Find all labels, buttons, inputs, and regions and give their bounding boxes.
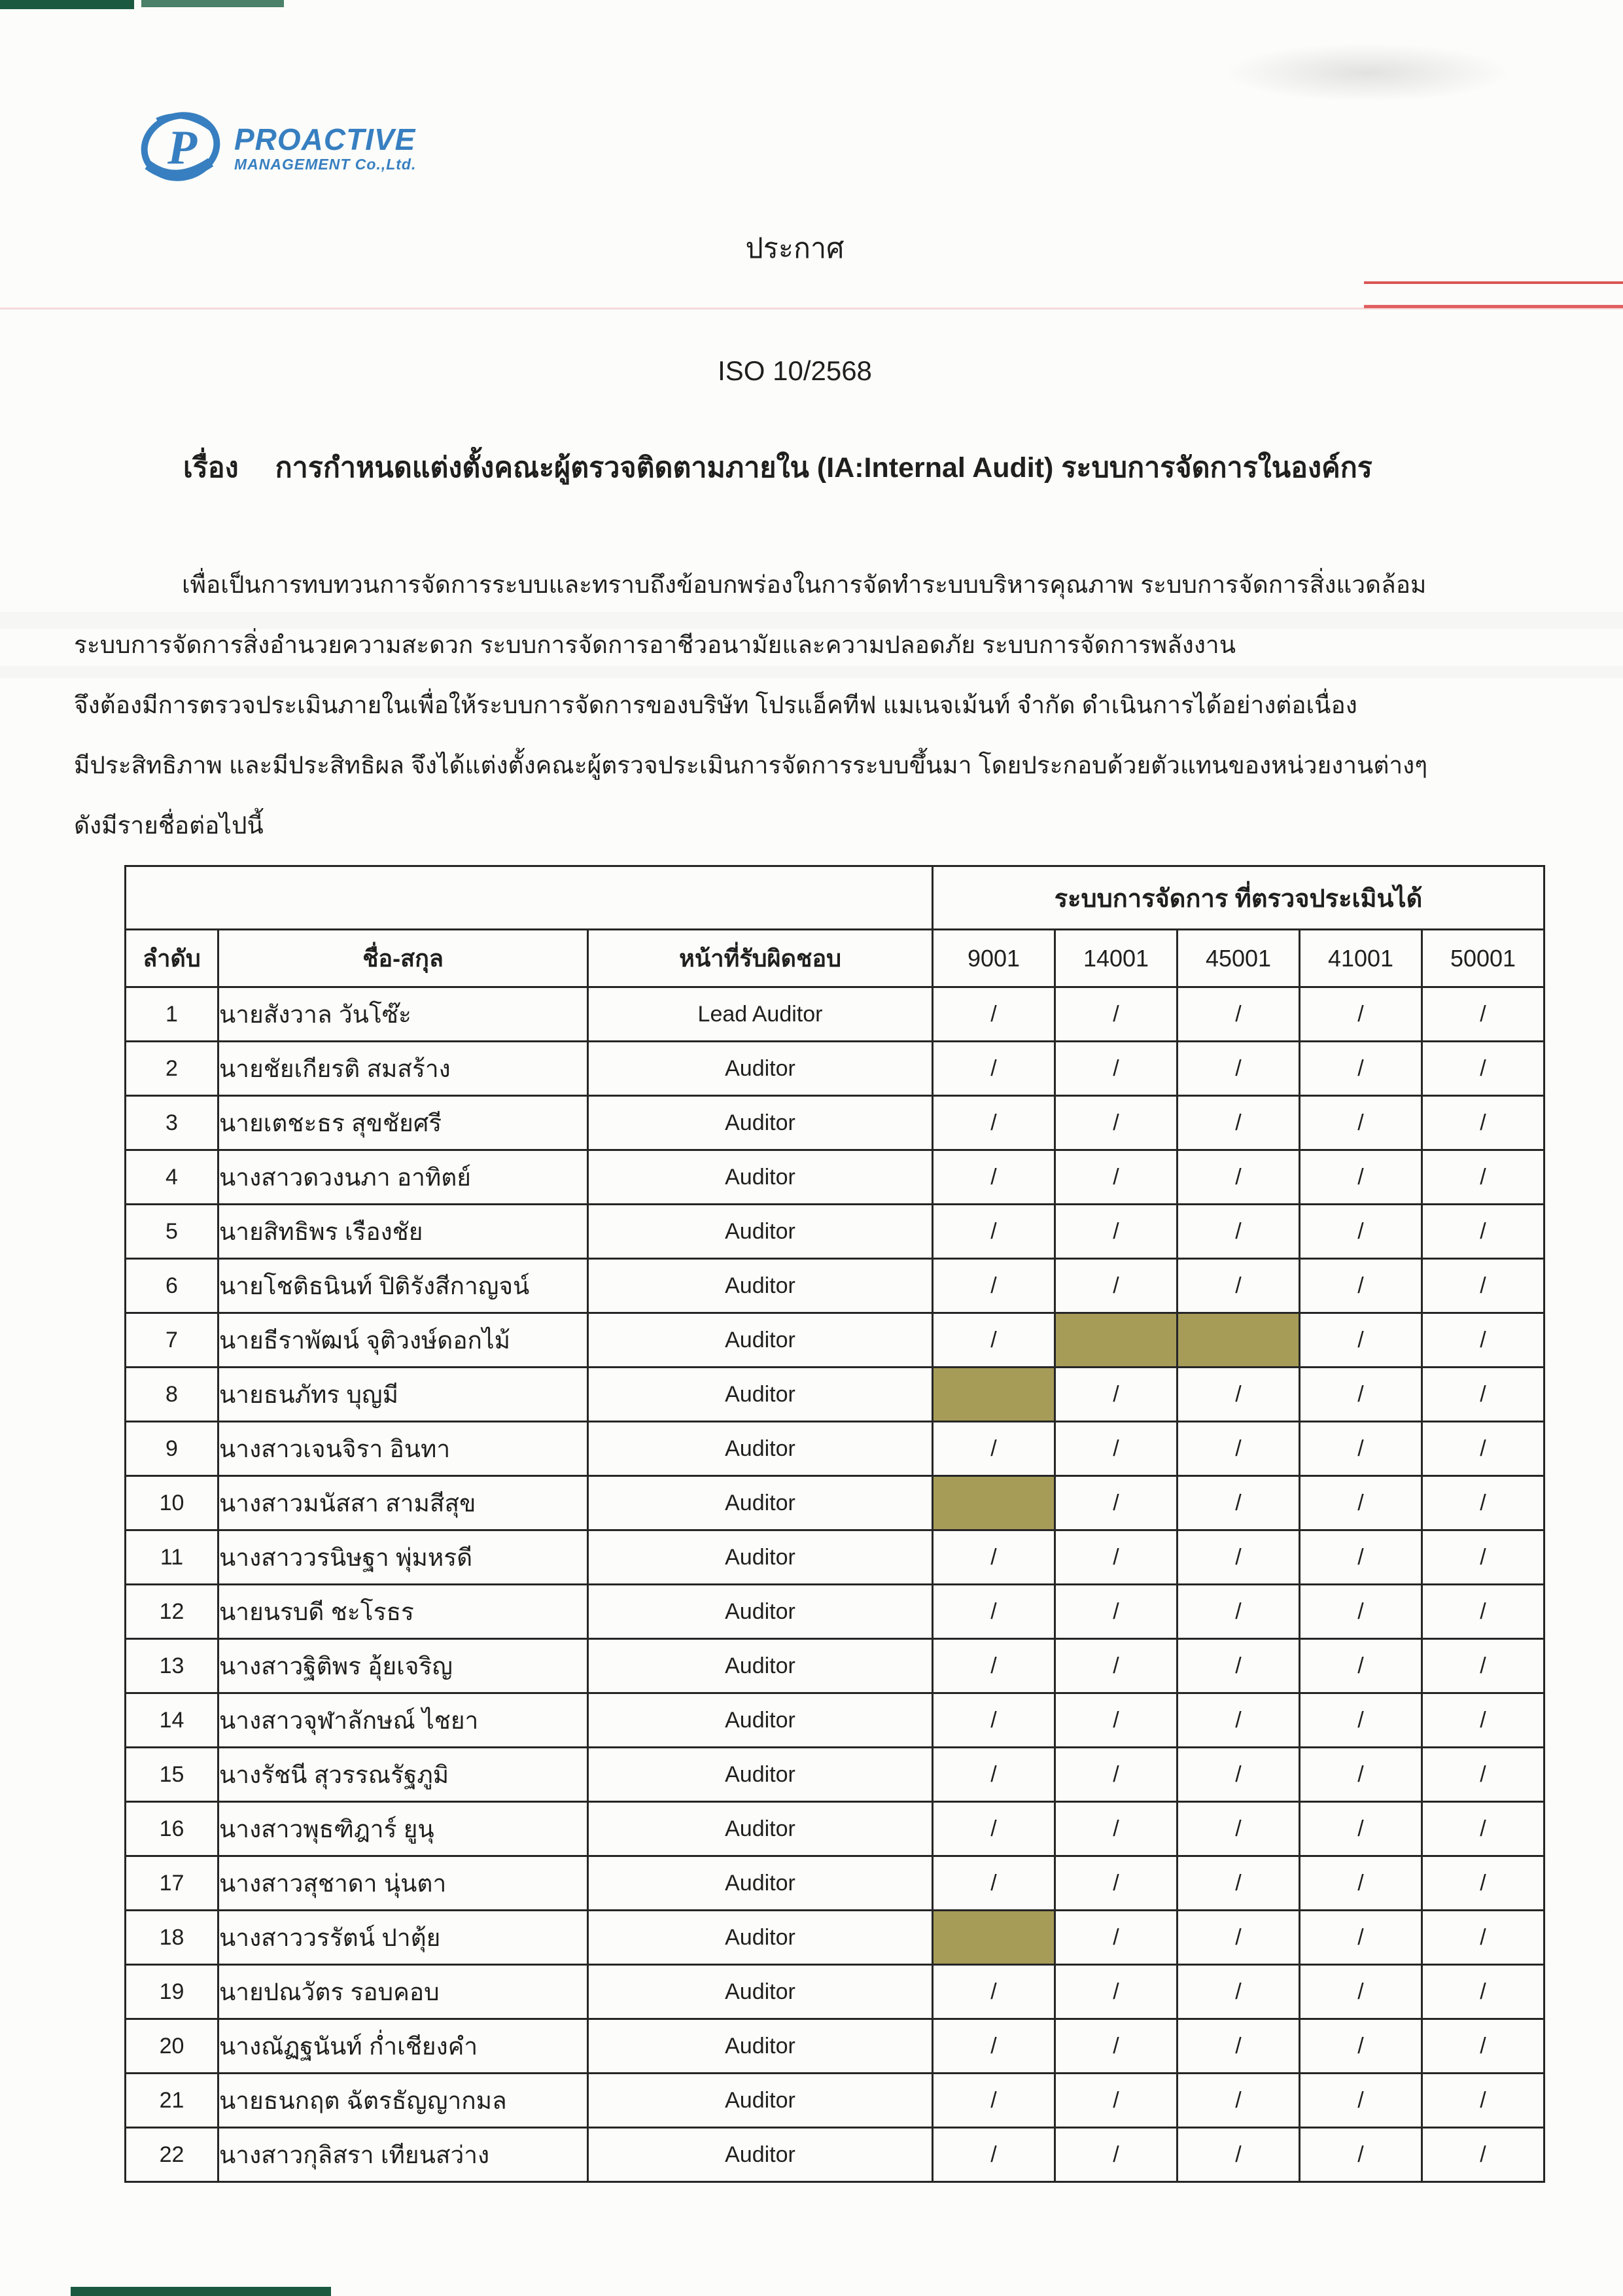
mark-cell-9001: /: [933, 1693, 1055, 1748]
mark-cell-45001: /: [1178, 1205, 1300, 1259]
row-number-cell: 8: [126, 1368, 218, 1422]
mark-cell-14001: /: [1055, 1530, 1178, 1585]
row-number-cell: 14: [126, 1693, 218, 1748]
mark-cell-14001: [1055, 1313, 1178, 1368]
mark-cell-14001: /: [1055, 1042, 1178, 1096]
mark-cell-9001: /: [933, 1748, 1055, 1802]
mark-cell-45001: /: [1178, 1042, 1300, 1096]
mark-cell-50001: /: [1422, 1042, 1544, 1096]
table-row: [126, 1150, 1544, 1205]
mark-cell-41001: /: [1300, 1693, 1422, 1748]
name-cell: นางสาวจุฬาลักษณ์ ไชยา: [218, 1693, 588, 1748]
auditor-table: [124, 865, 1545, 2183]
page-title: ประกาศ: [745, 233, 845, 264]
column-header-8: 50001: [1422, 930, 1544, 987]
mark-cell-41001: /: [1300, 1205, 1422, 1259]
subject-text: การกำหนดแต่งตั้งคณะผู้ตรวจติดตามภายใน (IA:Internal Audit) ระบบการจัดการในองค์กร: [275, 452, 1372, 484]
role-cell: Auditor: [588, 1856, 933, 1911]
row-number-cell: 15: [126, 1748, 218, 1802]
mark-cell-50001: /: [1422, 1585, 1544, 1639]
mark-cell-41001: /: [1300, 2128, 1422, 2182]
scan-artifact-green-strip-top-left: [0, 0, 134, 9]
mark-cell-41001: /: [1300, 1368, 1422, 1422]
row-number-cell: 12: [126, 1585, 218, 1639]
mark-cell-45001: /: [1178, 1150, 1300, 1205]
mark-cell-50001: /: [1422, 1313, 1544, 1368]
table-row: [126, 2128, 1544, 2182]
mark-cell-45001: /: [1178, 1748, 1300, 1802]
scan-artifact-red-line-faint: [0, 308, 1623, 309]
table-row: [126, 1911, 1544, 1965]
table-row: [126, 1802, 1544, 1856]
name-cell: นายปณวัตร รอบคอบ: [218, 1965, 588, 2019]
name-cell: นายธีราพัฒน์ จุติวงษ์ดอกไม้: [218, 1313, 588, 1368]
mark-cell-9001: /: [933, 1313, 1055, 1368]
mark-cell-41001: /: [1300, 1042, 1422, 1096]
table-row: [126, 1856, 1544, 1911]
name-cell: นางสาวเจนจิรา อินทา: [218, 1422, 588, 1476]
mark-cell-9001: /: [933, 1042, 1055, 1096]
mark-cell-14001: /: [1055, 2128, 1178, 2182]
mark-cell-9001: /: [933, 1585, 1055, 1639]
mark-cell-9001: /: [933, 1802, 1055, 1856]
table-row: [126, 1693, 1544, 1748]
body-paragraph: [74, 555, 1598, 856]
name-cell: นางสาวกุลิสรา เทียนสว่าง: [218, 2128, 588, 2182]
mark-cell-45001: /: [1178, 2074, 1300, 2128]
mark-cell-41001: /: [1300, 2074, 1422, 2128]
body-line: จึงต้องมีการตรวจประเมินภายในเพื่อให้ระบบการจัดการของบริษัท โปรแอ็คทีฟ แมเนจเม้นท์ จำกัด ดำเนินการได้อย่างต่อเนื่อง: [74, 692, 1357, 718]
mark-cell-50001: /: [1422, 1205, 1544, 1259]
mark-cell-50001: /: [1422, 1476, 1544, 1530]
role-cell: Auditor: [588, 1585, 933, 1639]
role-cell: Auditor: [588, 1096, 933, 1150]
mark-cell-50001: /: [1422, 987, 1544, 1042]
row-number-cell: 21: [126, 2074, 218, 2128]
scan-artifact-green-strip-top-left-2: [141, 0, 284, 7]
name-cell: นายธนกฤต ฉัตรธัญญากมล: [218, 2074, 588, 2128]
document-number: ISO 10/2568: [718, 355, 872, 386]
column-header-1: ลำดับ: [126, 930, 218, 987]
mark-cell-45001: [1178, 1313, 1300, 1368]
mark-cell-9001: /: [933, 1259, 1055, 1313]
mark-cell-14001: /: [1055, 1205, 1178, 1259]
mark-cell-50001: /: [1422, 1096, 1544, 1150]
mark-cell-14001: /: [1055, 1259, 1178, 1313]
column-header-2: ชื่อ-สกุล: [218, 930, 588, 987]
mark-cell-50001: /: [1422, 1965, 1544, 2019]
name-cell: นางสาวพุธฑิฎาร์ ยูนุ: [218, 1802, 588, 1856]
mark-cell-41001: /: [1300, 987, 1422, 1042]
mark-cell-41001: /: [1300, 1476, 1422, 1530]
mark-cell-50001: /: [1422, 1530, 1544, 1585]
name-cell: นางสาววรรัตน์ ปาตุ้ย: [218, 1911, 588, 1965]
table-row: [126, 1585, 1544, 1639]
name-cell: นางสาววรนิษฐา พุ่มหรดี: [218, 1530, 588, 1585]
role-cell: Auditor: [588, 1422, 933, 1476]
table-row: [126, 1205, 1544, 1259]
role-cell: Auditor: [588, 1368, 933, 1422]
company-logo: [137, 111, 416, 185]
mark-cell-50001: /: [1422, 1259, 1544, 1313]
mark-cell-9001: /: [933, 1856, 1055, 1911]
mark-cell-50001: /: [1422, 1856, 1544, 1911]
role-cell: Auditor: [588, 1639, 933, 1693]
mark-cell-45001: /: [1178, 1368, 1300, 1422]
mark-cell-50001: /: [1422, 2074, 1544, 2128]
blank-corner-cell: [126, 866, 933, 930]
mark-cell-9001: /: [933, 2074, 1055, 2128]
name-cell: นายชัยเกียรติ สมสร้าง: [218, 1042, 588, 1096]
mark-cell-14001: /: [1055, 1911, 1178, 1965]
mark-cell-41001: /: [1300, 1422, 1422, 1476]
mark-cell-41001: /: [1300, 1965, 1422, 2019]
mark-cell-14001: /: [1055, 1965, 1178, 2019]
mark-cell-41001: /: [1300, 1639, 1422, 1693]
table-row: [126, 1422, 1544, 1476]
name-cell: นายนรบดี ชะโรธร: [218, 1585, 588, 1639]
logo-company-suffix: MANAGEMENT Co.,Ltd.: [234, 156, 417, 173]
table-row: [126, 2019, 1544, 2074]
role-cell: Auditor: [588, 1911, 933, 1965]
table-row: [126, 2074, 1544, 2128]
scan-artifact-green-strip-bottom: [71, 2287, 331, 2296]
mark-cell-9001: /: [933, 1639, 1055, 1693]
body-line: ดังมีรายชื่อต่อไปนี้: [74, 812, 264, 839]
row-number-cell: 19: [126, 1965, 218, 2019]
mark-cell-14001: /: [1055, 2019, 1178, 2074]
body-line: มีประสิทธิภาพ และมีประสิทธิผล จึงได้แต่งตั้งคณะผู้ตรวจประเมินการจัดการระบบขึ้นมา โดยประกอบด้วยตัวแทนของหน่วยงานต่างๆ: [74, 752, 1428, 779]
mark-cell-50001: /: [1422, 1639, 1544, 1693]
mark-cell-9001: /: [933, 1965, 1055, 2019]
name-cell: นางณัฏฐนันท์ ก่ำเชียงคำ: [218, 2019, 588, 2074]
table-row: [126, 1476, 1544, 1530]
column-header-6: 45001: [1178, 930, 1300, 987]
row-number-cell: 10: [126, 1476, 218, 1530]
mark-cell-14001: /: [1055, 2074, 1178, 2128]
mark-cell-50001: /: [1422, 2128, 1544, 2182]
mark-cell-9001: /: [933, 987, 1055, 1042]
mark-cell-45001: /: [1178, 1476, 1300, 1530]
mark-cell-9001: [933, 1911, 1055, 1965]
mark-cell-41001: /: [1300, 1530, 1422, 1585]
table-row: [126, 1368, 1544, 1422]
mark-cell-14001: /: [1055, 1693, 1178, 1748]
name-cell: นางสาวดวงนภา อาทิตย์: [218, 1150, 588, 1205]
mark-cell-41001: /: [1300, 1096, 1422, 1150]
mark-cell-45001: /: [1178, 1856, 1300, 1911]
role-cell: Auditor: [588, 1150, 933, 1205]
role-cell: Auditor: [588, 1042, 933, 1096]
subject-label: เรื่อง: [183, 452, 239, 484]
mark-cell-45001: /: [1178, 1639, 1300, 1693]
mark-cell-9001: /: [933, 2019, 1055, 2074]
table-row: [126, 987, 1544, 1042]
mark-cell-45001: /: [1178, 1096, 1300, 1150]
row-number-cell: 13: [126, 1639, 218, 1693]
row-number-cell: 22: [126, 2128, 218, 2182]
mark-cell-45001: /: [1178, 1802, 1300, 1856]
mark-cell-41001: /: [1300, 1585, 1422, 1639]
role-cell: Auditor: [588, 1476, 933, 1530]
mark-cell-50001: /: [1422, 1422, 1544, 1476]
row-number-cell: 11: [126, 1530, 218, 1585]
mark-cell-45001: /: [1178, 2019, 1300, 2074]
row-number-cell: 5: [126, 1205, 218, 1259]
role-cell: Auditor: [588, 2128, 933, 2182]
mark-cell-45001: /: [1178, 1530, 1300, 1585]
mark-cell-14001: /: [1055, 1585, 1178, 1639]
mark-cell-14001: /: [1055, 1368, 1178, 1422]
role-cell: Lead Auditor: [588, 987, 933, 1042]
systems-span-header: ระบบการจัดการ ที่ตรวจประเมินได้: [933, 866, 1544, 930]
mark-cell-9001: /: [933, 1096, 1055, 1150]
body-line: ระบบการจัดการสิ่งอำนวยความสะดวก ระบบการจัดการอาชีวอนามัยและความปลอดภัย ระบบการจัดการพลังงาน: [74, 631, 1236, 658]
svg-text:P: P: [167, 121, 198, 175]
mark-cell-50001: /: [1422, 2019, 1544, 2074]
column-header-7: 41001: [1300, 930, 1422, 987]
row-number-cell: 1: [126, 987, 218, 1042]
mark-cell-45001: /: [1178, 2128, 1300, 2182]
name-cell: นายสิทธิพร เรืองชัย: [218, 1205, 588, 1259]
mark-cell-50001: /: [1422, 1368, 1544, 1422]
mark-cell-14001: /: [1055, 1422, 1178, 1476]
role-cell: Auditor: [588, 1748, 933, 1802]
mark-cell-9001: [933, 1476, 1055, 1530]
row-number-cell: 16: [126, 1802, 218, 1856]
row-number-cell: 4: [126, 1150, 218, 1205]
column-header-row: [126, 930, 1544, 987]
mark-cell-41001: /: [1300, 2019, 1422, 2074]
column-header-4: 9001: [933, 930, 1055, 987]
role-cell: Auditor: [588, 1259, 933, 1313]
table-row: [126, 1530, 1544, 1585]
mark-cell-14001: /: [1055, 1639, 1178, 1693]
mark-cell-45001: /: [1178, 1965, 1300, 2019]
table-row: [126, 1965, 1544, 2019]
column-header-3: หน้าที่รับผิดชอบ: [588, 930, 933, 987]
scan-artifact-smudge: [1223, 43, 1511, 102]
mark-cell-45001: /: [1178, 987, 1300, 1042]
role-cell: Auditor: [588, 1802, 933, 1856]
mark-cell-9001: /: [933, 1205, 1055, 1259]
mark-cell-41001: /: [1300, 1259, 1422, 1313]
span-header-row: [126, 866, 1544, 930]
logo-company-name: PROACTIVE: [234, 122, 416, 156]
mark-cell-14001: /: [1055, 1150, 1178, 1205]
table-row: [126, 1748, 1544, 1802]
proactive-logo-icon: [137, 111, 229, 185]
mark-cell-9001: [933, 1368, 1055, 1422]
mark-cell-9001: /: [933, 1150, 1055, 1205]
mark-cell-45001: /: [1178, 1585, 1300, 1639]
mark-cell-45001: /: [1178, 1911, 1300, 1965]
mark-cell-14001: /: [1055, 1476, 1178, 1530]
mark-cell-45001: /: [1178, 1693, 1300, 1748]
mark-cell-41001: /: [1300, 1748, 1422, 1802]
mark-cell-50001: /: [1422, 1748, 1544, 1802]
body-line: เพื่อเป็นการทบทวนการจัดการระบบและทราบถึงข้อบกพร่องในการจัดทำระบบบริหารคุณภาพ ระบบการจัดการสิ่งแวดล้อม: [182, 571, 1427, 598]
mark-cell-45001: /: [1178, 1422, 1300, 1476]
role-cell: Auditor: [588, 2074, 933, 2128]
name-cell: นางรัชนี สุวรรณรัฐภูมิ: [218, 1748, 588, 1802]
table-row: [126, 1259, 1544, 1313]
logo-text: [234, 111, 416, 174]
role-cell: Auditor: [588, 1965, 933, 2019]
name-cell: นายโชติธนินท์ ปิติรังสีกาญจน์: [218, 1259, 588, 1313]
row-number-cell: 9: [126, 1422, 218, 1476]
table-row: [126, 1639, 1544, 1693]
table-row: [126, 1042, 1544, 1096]
row-number-cell: 7: [126, 1313, 218, 1368]
role-cell: Auditor: [588, 1530, 933, 1585]
row-number-cell: 20: [126, 2019, 218, 2074]
mark-cell-50001: /: [1422, 1911, 1544, 1965]
row-number-cell: 18: [126, 1911, 218, 1965]
mark-cell-41001: /: [1300, 1802, 1422, 1856]
name-cell: นายธนภัทร บุญมี: [218, 1368, 588, 1422]
name-cell: นายเตชะธร สุขชัยศรี: [218, 1096, 588, 1150]
subject-line: [183, 445, 1372, 489]
mark-cell-14001: /: [1055, 1856, 1178, 1911]
mark-cell-41001: /: [1300, 1150, 1422, 1205]
mark-cell-9001: /: [933, 1530, 1055, 1585]
mark-cell-50001: /: [1422, 1693, 1544, 1748]
table-row: [126, 1096, 1544, 1150]
mark-cell-50001: /: [1422, 1150, 1544, 1205]
role-cell: Auditor: [588, 1205, 933, 1259]
mark-cell-14001: /: [1055, 1096, 1178, 1150]
mark-cell-45001: /: [1178, 1259, 1300, 1313]
role-cell: Auditor: [588, 2019, 933, 2074]
mark-cell-14001: /: [1055, 987, 1178, 1042]
table-row: [126, 1313, 1544, 1368]
role-cell: Auditor: [588, 1313, 933, 1368]
row-number-cell: 3: [126, 1096, 218, 1150]
mark-cell-9001: /: [933, 1422, 1055, 1476]
name-cell: นางสาวมนัสสา สามสีสุข: [218, 1476, 588, 1530]
mark-cell-41001: /: [1300, 1313, 1422, 1368]
mark-cell-41001: /: [1300, 1856, 1422, 1911]
scan-artifact-red-line-1: [1364, 281, 1623, 284]
mark-cell-50001: /: [1422, 1802, 1544, 1856]
column-header-5: 14001: [1055, 930, 1178, 987]
mark-cell-9001: /: [933, 2128, 1055, 2182]
mark-cell-14001: /: [1055, 1802, 1178, 1856]
name-cell: นางสาวฐิติพร อุ้ยเจริญ: [218, 1639, 588, 1693]
mark-cell-41001: /: [1300, 1911, 1422, 1965]
name-cell: นางสาวสุชาดา นุ่นตา: [218, 1856, 588, 1911]
row-number-cell: 17: [126, 1856, 218, 1911]
name-cell: นายสังวาล วันโซ๊ะ: [218, 987, 588, 1042]
mark-cell-14001: /: [1055, 1748, 1178, 1802]
row-number-cell: 2: [126, 1042, 218, 1096]
row-number-cell: 6: [126, 1259, 218, 1313]
role-cell: Auditor: [588, 1693, 933, 1748]
